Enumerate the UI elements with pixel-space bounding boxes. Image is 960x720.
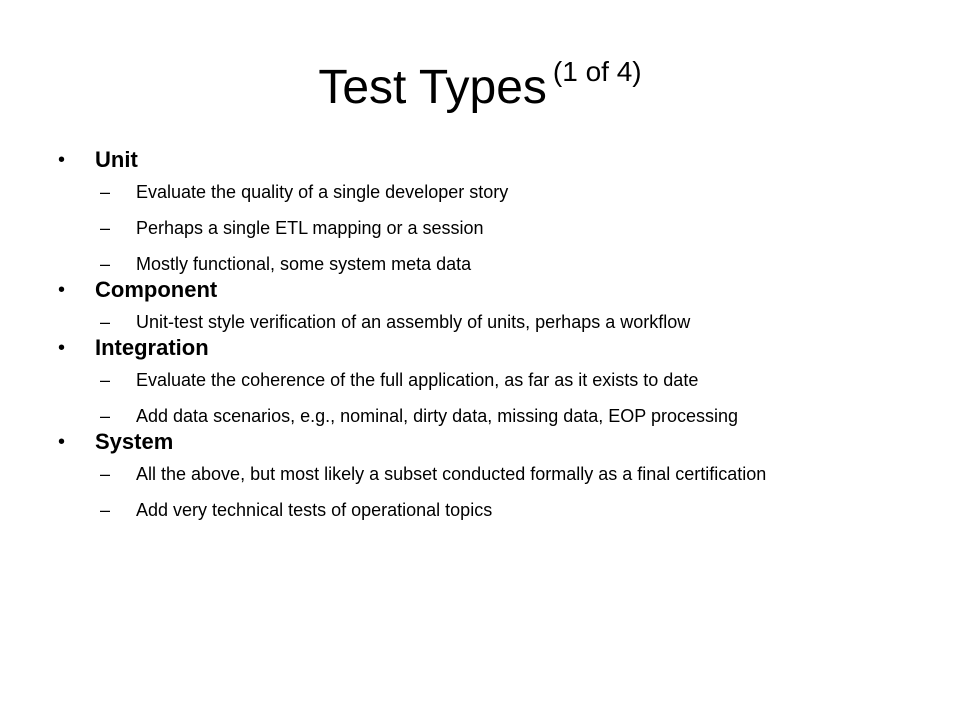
sub-item-text: All the above, but most likely a subset conducted formally as a final certification [136, 464, 767, 484]
slide-title [0, 58, 960, 112]
bullet-label: System [95, 429, 174, 454]
bullet-group-component [58, 276, 918, 334]
dash-icon: – [100, 464, 111, 484]
bullet-group-system [58, 428, 918, 522]
slide-title-text: Test Types [318, 61, 547, 114]
dash-icon: – [100, 218, 111, 238]
bullet-label: Integration [95, 335, 209, 360]
sub-item [58, 462, 896, 486]
bullet-group-unit [58, 146, 918, 276]
dash-icon: – [100, 182, 111, 202]
sub-item [58, 252, 896, 276]
bullet-dot-icon: • [58, 149, 66, 171]
sub-item-text: Add very technical tests of operational topics [136, 500, 493, 520]
dash-icon: – [100, 370, 111, 390]
bullet-dot-icon: • [58, 431, 66, 453]
bullet-group-integration [58, 334, 918, 428]
dash-icon: – [100, 312, 111, 332]
dash-icon: – [100, 406, 111, 426]
dash-icon: – [100, 254, 111, 274]
sub-item-text: Unit-test style verification of an assembly of units, perhaps a workflow [136, 312, 691, 332]
sub-item-text: Evaluate the quality of a single developer story [136, 182, 509, 202]
sub-list [58, 180, 918, 276]
bullet-item [58, 146, 918, 174]
dash-icon: – [100, 500, 111, 520]
bullet-item [58, 334, 918, 362]
sub-list [58, 310, 918, 334]
slide-title-suffix: (1 of 4) [552, 56, 642, 87]
sub-list [58, 462, 918, 522]
bullet-item [58, 428, 918, 456]
bullet-label: Unit [95, 147, 138, 172]
sub-item [58, 180, 896, 204]
sub-item-text: Mostly functional, some system meta data [136, 254, 472, 274]
sub-item [58, 498, 896, 522]
sub-item-text: Evaluate the coherence of the full application, as far as it exists to date [136, 370, 699, 390]
sub-item-text: Add data scenarios, e.g., nominal, dirty data, missing data, EOP processing [136, 406, 738, 426]
bullet-dot-icon: • [58, 279, 66, 301]
bullet-item [58, 276, 918, 304]
bullet-dot-icon: • [58, 337, 66, 359]
sub-item [58, 216, 896, 240]
sub-item [58, 310, 896, 334]
sub-item [58, 368, 896, 392]
bullet-label: Component [95, 277, 218, 302]
sub-list [58, 368, 918, 428]
sub-item-text: Perhaps a single ETL mapping or a session [136, 218, 484, 238]
sub-item [58, 404, 896, 428]
bullet-list [58, 146, 918, 522]
